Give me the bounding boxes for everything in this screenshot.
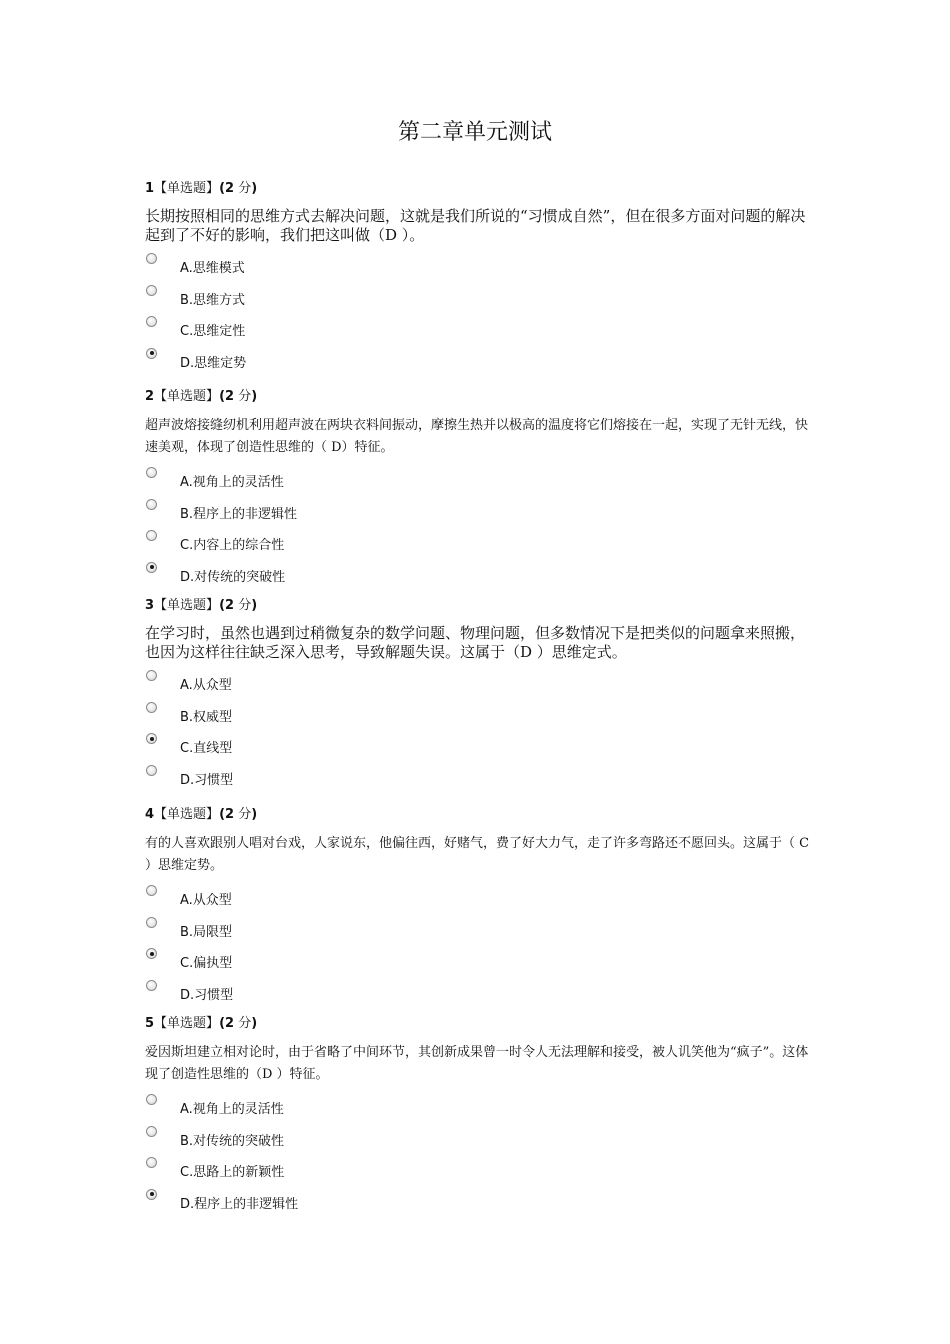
radio-button[interactable]	[146, 253, 157, 264]
question-type: 【单选题】	[154, 181, 220, 196]
option-a[interactable]	[145, 1090, 815, 1122]
score-open: (	[219, 598, 226, 613]
radio-button[interactable]	[146, 1094, 157, 1105]
radio-button-selected[interactable]	[146, 1189, 157, 1200]
question-text: 超声波熔接缝纫机利用超声波在两块衣料间振动，摩擦生热并以极高的温度将它们熔接在一起，实现了无针无线，快速美观，体现了创造性思维的（ D）特征。	[145, 418, 809, 455]
option-d[interactable]	[145, 976, 815, 1008]
question-header	[145, 806, 815, 824]
radio-button-selected[interactable]	[146, 948, 157, 959]
option-list	[145, 249, 815, 375]
score-unit: 分	[238, 181, 252, 196]
score-unit: 分	[238, 807, 252, 822]
question-number: 1	[145, 181, 155, 196]
score-unit: 分	[238, 1016, 252, 1031]
option-label: C.直线型	[180, 741, 233, 757]
score-close: )	[251, 389, 258, 404]
radio-button[interactable]	[146, 917, 157, 928]
option-label: D.对传统的突破性	[180, 569, 286, 585]
question-5	[145, 1015, 815, 1216]
question-score: 2	[225, 598, 235, 613]
option-label: B.思维方式	[180, 292, 246, 308]
option-label: D.习惯型	[180, 772, 234, 788]
option-d[interactable]	[145, 558, 815, 590]
question-text: 在学习时，虽然也遇到过稍微复杂的数学问题、物理问题，但多数情况下是把类似的问题拿来照搬，也因为这样往往缺乏深入思考，导致解题失误。这属于（D ）思维定式。	[145, 624, 806, 661]
question-number: 5	[145, 1016, 155, 1031]
option-c[interactable]	[145, 312, 815, 344]
option-label: A.视角上的灵活性	[180, 1102, 284, 1117]
option-b[interactable]	[145, 495, 815, 527]
radio-button[interactable]	[146, 499, 157, 510]
option-d[interactable]	[145, 1185, 815, 1217]
question-number: 4	[145, 807, 155, 822]
question-text: 有的人喜欢跟别人唱对台戏，人家说东，他偏往西，好赌气，费了好大力气，走了许多弯路还不愿回头。这属于（ C ）思维定势。	[145, 836, 810, 873]
question-text: 长期按照相同的思维方式去解决问题，这就是我们所说的“习惯成自然”，但在很多方面对问题的解决起到了不好的影响，我们把这叫做（D ）。	[145, 207, 806, 244]
question-number: 2	[145, 389, 155, 404]
question-type: 【单选题】	[154, 598, 220, 613]
option-b[interactable]	[145, 281, 815, 313]
score-open: (	[219, 389, 226, 404]
option-b[interactable]	[145, 913, 815, 945]
radio-button[interactable]	[146, 285, 157, 296]
option-d[interactable]	[145, 344, 815, 376]
option-label: C.思维定性	[180, 324, 246, 340]
option-a[interactable]	[145, 666, 815, 698]
option-label: A.视角上的灵活性	[180, 475, 284, 490]
radio-button[interactable]	[146, 885, 157, 896]
question-header	[145, 388, 815, 406]
question-score: 2	[225, 1016, 235, 1031]
radio-button[interactable]	[146, 1157, 157, 1168]
option-a[interactable]	[145, 463, 815, 495]
option-a[interactable]	[145, 881, 815, 913]
option-label: B.权威型	[180, 709, 233, 725]
score-open: (	[219, 1016, 226, 1031]
option-label: A.思维模式	[180, 261, 245, 276]
option-b[interactable]	[145, 1122, 815, 1154]
question-score: 2	[225, 807, 235, 822]
option-label: A.从众型	[180, 678, 232, 693]
radio-button[interactable]	[146, 1126, 157, 1137]
question-score: 2	[225, 389, 235, 404]
option-label: B.对传统的突破性	[180, 1133, 285, 1149]
score-close: )	[251, 1016, 258, 1031]
option-label: D.习惯型	[180, 987, 234, 1003]
radio-button[interactable]	[146, 980, 157, 991]
question-header	[145, 180, 815, 198]
score-close: )	[251, 181, 258, 196]
option-b[interactable]	[145, 698, 815, 730]
question-number: 3	[145, 598, 155, 613]
radio-button[interactable]	[146, 530, 157, 541]
question-type: 【单选题】	[154, 389, 220, 404]
radio-button[interactable]	[146, 467, 157, 478]
radio-button-selected[interactable]	[146, 348, 157, 359]
question-text: 爱因斯坦建立相对论时，由于省略了中间环节，其创新成果曾一时令人无法理解和接受，被人讥笑他为“疯子”。这体现了创造性思维的（D ）特征。	[145, 1045, 809, 1082]
question-3	[145, 597, 815, 792]
option-list	[145, 881, 815, 1007]
option-a[interactable]	[145, 249, 815, 281]
question-type: 【单选题】	[154, 1016, 220, 1031]
question-header	[145, 597, 815, 615]
radio-button[interactable]	[146, 316, 157, 327]
score-close: )	[251, 807, 258, 822]
radio-button[interactable]	[146, 765, 157, 776]
option-c[interactable]	[145, 729, 815, 761]
question-score: 2	[225, 181, 235, 196]
question-4	[145, 806, 815, 1007]
radio-button[interactable]	[146, 702, 157, 713]
option-label: D.程序上的非逻辑性	[180, 1196, 299, 1212]
question-header	[145, 1015, 815, 1033]
option-c[interactable]	[145, 944, 815, 976]
option-d[interactable]	[145, 761, 815, 793]
radio-button[interactable]	[146, 670, 157, 681]
question-1	[145, 180, 815, 375]
score-unit: 分	[238, 389, 252, 404]
option-label: C.偏执型	[180, 956, 233, 972]
score-close: )	[251, 598, 258, 613]
question-2	[145, 388, 815, 589]
page-title: 第二章单元测试	[397, 120, 552, 145]
option-list	[145, 463, 815, 589]
option-label: D.思维定势	[180, 355, 247, 371]
option-label: A.从众型	[180, 893, 232, 908]
option-c[interactable]	[145, 1153, 815, 1185]
score-open: (	[219, 181, 226, 196]
option-label: B.程序上的非逻辑性	[180, 506, 298, 522]
score-open: (	[219, 807, 226, 822]
radio-button-selected[interactable]	[146, 733, 157, 744]
question-type: 【单选题】	[154, 807, 220, 822]
option-list	[145, 666, 815, 792]
score-unit: 分	[238, 598, 252, 613]
option-list	[145, 1090, 815, 1216]
radio-button-selected[interactable]	[146, 562, 157, 573]
option-label: B.局限型	[180, 924, 233, 940]
option-c[interactable]	[145, 526, 815, 558]
option-label: C.内容上的综合性	[180, 538, 285, 554]
option-label: C.思路上的新颖性	[180, 1165, 285, 1181]
